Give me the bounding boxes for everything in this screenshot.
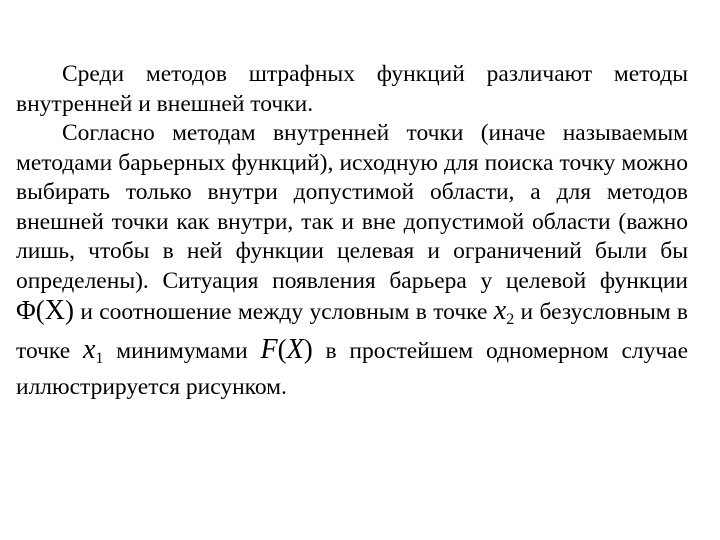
phi-symbol: Φ	[16, 295, 36, 325]
paragraph-text-b: и соотношение между условным в точке	[80, 299, 488, 325]
paragraph-text-e: в простейшем одномерном случае иллюстрируется рисунком.	[16, 337, 689, 400]
paragraph-interior-point	[16, 119, 688, 403]
math-F-of-x	[260, 333, 313, 365]
paragraph-penalty-methods: Среди методов штрафных функций различают методы внутренней и внешней точки.	[16, 61, 688, 117]
x1-subscript: 1	[95, 349, 104, 367]
document-text	[16, 60, 688, 403]
math-x1	[82, 333, 104, 367]
phi-argument: X	[44, 295, 65, 326]
paragraph-text-d: минимумами	[116, 337, 248, 364]
math-phi-of-x	[16, 295, 74, 326]
x1-variable: x	[82, 333, 96, 365]
math-x2	[493, 295, 515, 328]
x2-variable: x	[493, 295, 507, 326]
paren-open: (	[35, 295, 45, 325]
paren-open-2: (	[277, 333, 287, 364]
F-argument: X	[286, 333, 304, 365]
paragraph-text-a: Согласно методам внутренней точки (иначе называемым методами барьерных функций), исходную для поиска точку можно выбирать только внутри допустимой области, а для методов внешней точки как внутри, так и вне допустимой области (важно лишь, чтобы в ней функции целевая и ограничений были бы определены). Ситуация появления барьера у целевой функции	[16, 120, 688, 294]
paren-close-2: )	[303, 333, 313, 364]
F-symbol: F	[260, 333, 278, 365]
x2-subscript: 2	[506, 311, 515, 328]
paragraph-text-c: и безусловным в точке	[16, 299, 689, 364]
paren-close: )	[64, 295, 74, 325]
